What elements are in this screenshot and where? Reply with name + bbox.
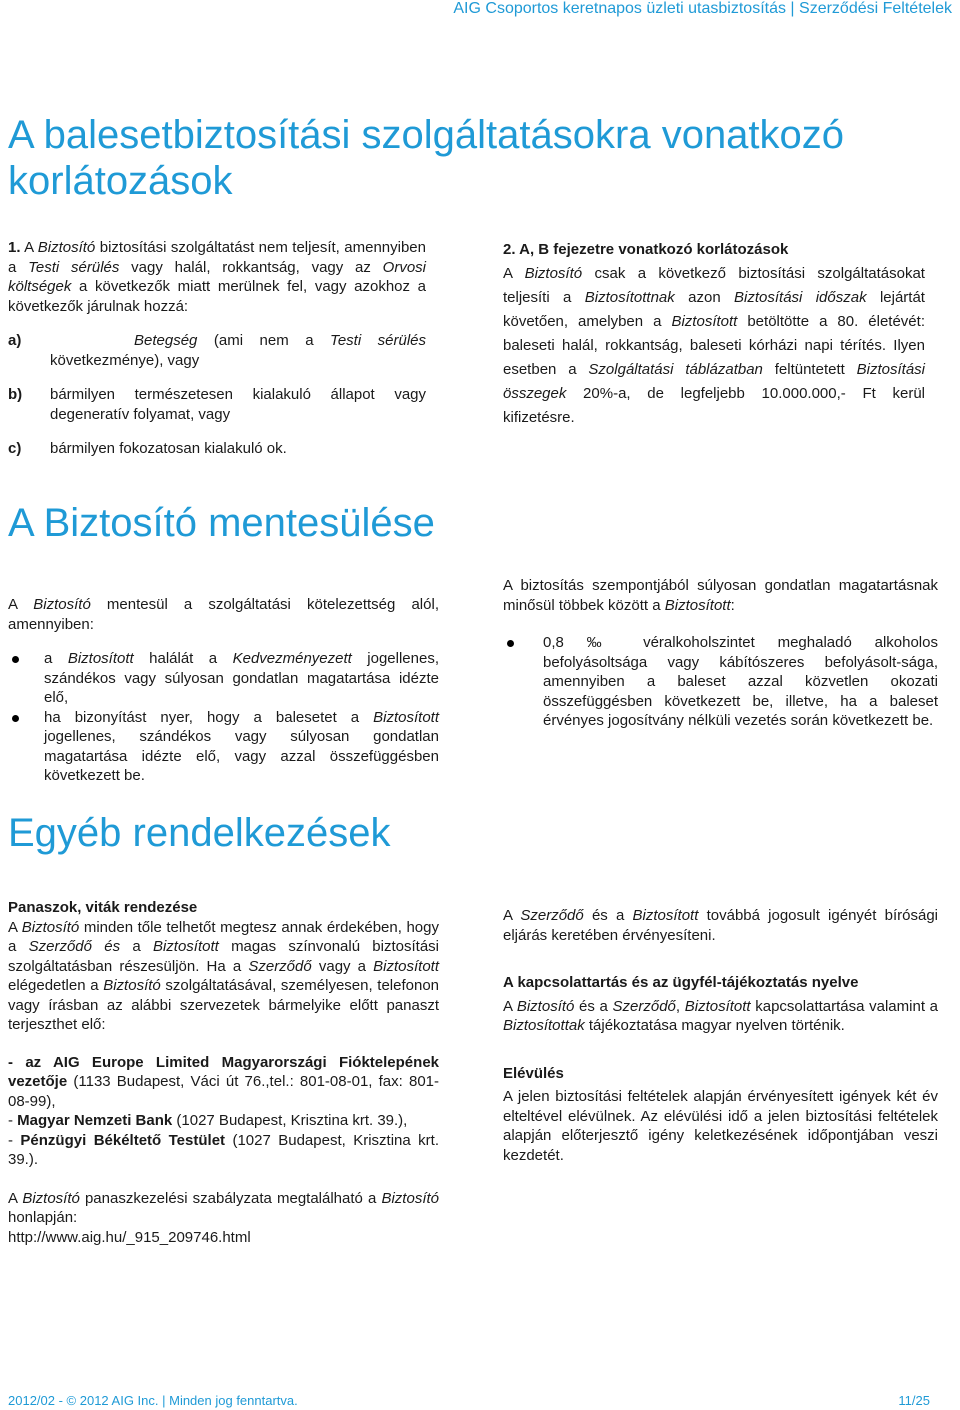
- exemption-bullet-1: a Biztosított halálát a Kedvezményezett jogellenes, szándékos vagy súlyosan gondatlan magatartása idézte elő,: [8, 649, 439, 708]
- document-header: AIG Csoportos keretnapos üzleti utasbiztosítás | Szerződési Feltételek: [453, 0, 952, 17]
- limitation-paragraph-1: 1. A Biztosító biztosítási szolgáltatást nem teljesít, amennyiben a Testi sérülés vagy halál, rokkantság, vagy az Orvosi költségek a következők miatt merülnek fel, vagy azokhoz a következők járulnak hozzá:: [8, 239, 426, 315]
- exemption-right-column: [503, 576, 938, 731]
- negligence-intro: A biztosítás szempontjából súlyosan gondatlan magatartásnak minősül többek között a Biztosított:: [503, 577, 938, 614]
- section-title-line: A balesetbiztosítási szolgáltatásokra vonatkozó: [8, 113, 845, 157]
- complaints-policy-paragraph: A Biztosító panaszkezelési szabályzata megtalálható a Biztosító honlapján:: [8, 1189, 439, 1226]
- list-item-a: a) Betegség (ami nem a Testi sérülés következménye), vagy: [8, 332, 426, 369]
- limitations-right-column: [503, 238, 925, 430]
- footer-copyright: 2012/02 - © 2012 AIG Inc. | Minden jog fenntartva.: [8, 1393, 298, 1408]
- other-right-column: [503, 906, 938, 1165]
- other-left-column: [8, 898, 439, 1247]
- section-title-exemption: A Biztosító mentesülése: [8, 501, 435, 545]
- limitation-paragraph-2: A Biztosító csak a következő biztosítási szolgáltatásokat teljesíti a Biztosítottnak azon Biztosítási időszak lejártát követően, amelyben a Biztosított betöltötte a 80. életévét: baleseti halál, rokkantság, baleseti kórházi napi térítés. Ilyen esetben a Szolgáltatási táblázatban feltüntetett Biztosítási összegek 20%-a, de legfeljebb 10.000.000,- Ft kerül kifizetésre.: [503, 265, 925, 426]
- section-title-line: korlátozások: [8, 159, 233, 203]
- bullet-icon: [12, 656, 19, 663]
- complaints-org-mnb: - Magyar Nemzeti Bank (1027 Budapest, Krisztina krt. 39.),: [8, 1112, 408, 1129]
- negligence-bullet: 0,8 ‰ véralkoholszintet meghaladó alkoholos befolyásoltsága vagy kábítószeres befolyásolt-sága, amennyiben a baleset azzal közvetlen okozati összefüggésben következett be, illetve, ha a baleset érvényes jogosítvány nélküli vezetés során következett be.: [503, 633, 938, 731]
- section-title-limitations: [8, 112, 844, 204]
- section-title-other-provisions: Egyéb rendelkezések: [8, 811, 391, 855]
- complaints-org-pbt: - Pénzügyi Békéltető Testület (1027 Budapest, Krisztina krt. 39.).: [8, 1131, 439, 1168]
- court-paragraph: A Szerződő és a Biztosított továbbá jogosult igényét bírósági eljárás keretében érvényesíteni.: [503, 907, 938, 944]
- list-item-c: c) bármilyen fokozatosan kialakuló ok.: [8, 440, 287, 457]
- limitation-heading-2: 2. A, B fejezetre vonatkozó korlátozások: [503, 241, 789, 258]
- list-item-b: b) bármilyen természetesen kialakuló állapot vagy degeneratív folyamat, vagy: [8, 386, 426, 423]
- exemption-intro: A Biztosító mentesül a szolgáltatási kötelezettség alól, amennyiben:: [8, 596, 439, 633]
- complaints-url-link[interactable]: http://www.aig.hu/_915_209746.html: [8, 1228, 251, 1246]
- complaints-paragraph: A Biztosító minden tőle telhetőt megtesz annak érdekében, hogy a Szerződő és a Biztosított magas színvonalú biztosítási szolgáltatásban részesüljön. Ha a Szerződő vagy a Biztosított elégedetlen a Biztosító szolgáltatásával, személyesen, telefonon vagy írásban az alábbi szervezetek bármelyike előtt panaszt terjeszthet elő:: [8, 918, 440, 1033]
- expiry-paragraph: A jelen biztosítási feltételek alapján érvényesített igények két év elteltével elévülnek. Az elévülési idő a jelen biztosítási feltételek alapján előterjesztő igény keletkezésének időpontjában veszi kezdetét.: [503, 1088, 938, 1164]
- complaints-heading: Panaszok, viták rendezése: [8, 899, 198, 916]
- bullet-icon: [507, 640, 514, 647]
- page-footer: [8, 1393, 930, 1408]
- contact-paragraph: A Biztosító és a Szerződő, Biztosított kapcsolattartása valamint a Biztosítottak tájékoztatása magyar nyelven történik.: [503, 997, 938, 1034]
- expiry-heading: Elévülés: [503, 1064, 564, 1082]
- contact-heading: A kapcsolattartás és az ügyfél-tájékoztatás nyelve: [503, 974, 859, 991]
- exemption-left-column: [8, 595, 439, 786]
- bullet-icon: [12, 715, 19, 722]
- footer-page-number: 11/25: [898, 1393, 930, 1408]
- limitations-left-column: [8, 238, 426, 459]
- exemption-bullet-2: ha bizonyítást nyer, hogy a balesetet a Biztosított jogellenes, szándékos vagy súlyosan gondatlan magatartása idézte elő, vagy azzal összefüggésben következett be.: [8, 708, 439, 786]
- complaints-org-aig: - az AIG Europe Limited Magyarországi Fióktelepének vezetője (1133 Budapest, Váci út 76.,tel.: 801-08-01, fax: 801-08-99),: [8, 1053, 439, 1110]
